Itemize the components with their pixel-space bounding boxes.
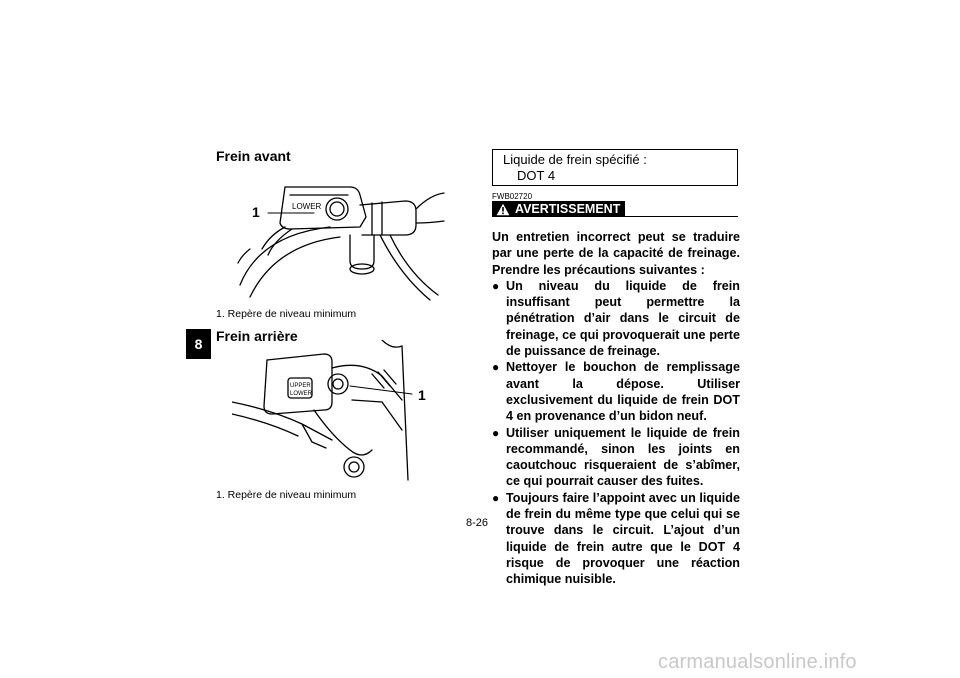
front-brake-caption: 1. Repère de niveau minimum <box>216 308 357 320</box>
rear-lower-mark: LOWER <box>290 391 313 397</box>
warning-bullet: ● Toujours faire l’appoint avec un liquide de frein du même type que celui qui se trouve dans le circuit. L’ajout d’un liquide de frein autre que le DOT 4 risque de provoquer une réaction chimique nuisible. <box>492 490 740 587</box>
bullet-icon: ● <box>492 490 500 505</box>
bullet-icon: ● <box>492 425 500 440</box>
warning-body <box>492 229 740 588</box>
rear-callout-number: 1 <box>418 387 426 403</box>
front-lower-mark: LOWER <box>292 202 322 211</box>
spec-value: DOT 4 <box>517 168 556 183</box>
bullet-icon: ● <box>492 278 500 293</box>
rear-brake-caption: 1. Repère de niveau minimum <box>216 489 357 501</box>
brake-fluid-spec-box <box>492 149 738 186</box>
warning-label: AVERTISSEMENT <box>515 202 621 216</box>
page-number: 8-26 <box>466 517 489 529</box>
bullet-icon: ● <box>492 360 500 375</box>
warning-bullet-list <box>492 278 740 588</box>
warning-banner <box>492 201 625 217</box>
front-brake-illustration <box>230 165 445 305</box>
warning-bullet: ● Nettoyer le bouchon de remplissage avant la dépose. Utiliser exclusivement du liquide de frein DOT 4 en provenance d’un bidon neuf. <box>492 360 740 424</box>
rear-brake-illustration <box>232 340 442 485</box>
watermark: carmanualsonline.info <box>658 651 857 673</box>
warning-code: FWB02720 <box>492 192 533 201</box>
warning-bullet: ● Utiliser uniquement le liquide de frein recommandé, sinon les joints en caoutchouc risqueraient de s’abîmer, ce qui pourrait causer des fuites. <box>492 425 740 489</box>
warning-rule <box>618 216 738 217</box>
rear-brake-heading: Frein arrière <box>216 328 298 344</box>
warning-intro: Un entretien incorrect peut se traduire par une perte de la capacité de freinage. Prendre les précautions suivantes : <box>492 230 740 277</box>
front-brake-heading: Frein avant <box>216 148 291 164</box>
chapter-tab: 8 <box>186 329 211 359</box>
warning-bullet: ● Un niveau du liquide de frein insuffisant peut permettre la pénétration d’air dans le circuit de freinage, ce qui provoquerait une perte de puissance de freinage. <box>492 278 740 359</box>
rear-upper-mark: UPPER <box>290 383 311 389</box>
front-callout-number: 1 <box>252 204 260 220</box>
spec-label: Liquide de frein spécifié : <box>503 152 647 167</box>
warning-triangle-icon <box>496 203 510 216</box>
